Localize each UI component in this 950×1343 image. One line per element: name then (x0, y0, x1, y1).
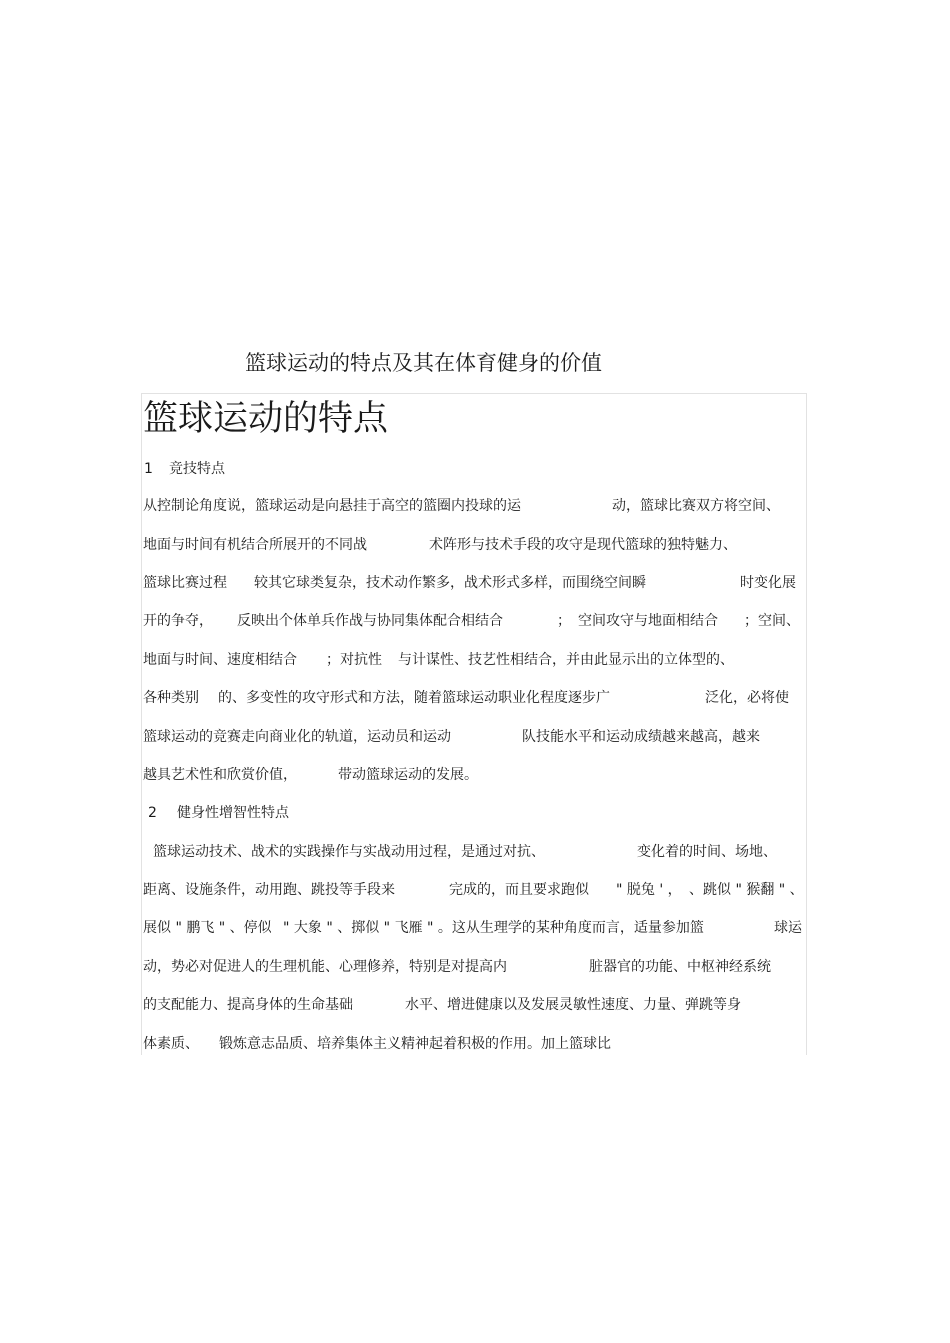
text-run: 开的争夺， (143, 613, 213, 629)
text-run: 脏器官的功能、中枢神经系统 (589, 959, 771, 975)
text-run: 术阵形与技术手段的攻守是现代篮球的独特魅力、 (429, 537, 737, 553)
text-run: 各种类别 (143, 690, 199, 706)
subsection-number: 2 (148, 805, 157, 821)
text-run: 时变化展 (740, 575, 796, 591)
text-run: 从控制论角度说，篮球运动是向悬挂于高空的篮圈内投球的运 (143, 498, 521, 514)
subsection-number: 1 (144, 461, 153, 477)
text-run: 与计谋性、技艺性相结合，并由此显示出的立体型的、 (398, 652, 734, 668)
text-run: 的支配能力、提高身体的生命基础 (143, 997, 353, 1013)
text-run: 队技能水平和运动成绩越来越高，越来 (522, 729, 760, 745)
text-run: 体素质、 (143, 1036, 199, 1052)
document-title: 篮球运动的特点及其在体育健身的价值 (245, 351, 602, 375)
text-run: ；对抗性 (326, 652, 382, 668)
text-run: " 大象 " 、掷似 " 飞雁 " 。这从生理学的某种角度而言，适量参加篮 (283, 920, 704, 936)
section-heading: 篮球运动的特点 (143, 399, 389, 439)
text-run: ；空间、 (744, 613, 800, 629)
text-run: 变化着的时间、场地、 (637, 844, 777, 860)
text-run: 越具艺术性和欣赏价值， (143, 767, 297, 783)
text-run: 地面与时间有机结合所展开的不同战 (143, 537, 367, 553)
text-run: 空间攻守与地面相结合 (578, 613, 718, 629)
text-run: 篮球运动的竞赛走向商业化的轨道，运动员和运动 (143, 729, 451, 745)
text-run: 展似 " 鹏飞 " 、停似 (143, 920, 272, 936)
text-run: 完成的，而且要求跑似 (449, 882, 589, 898)
text-run: 篮球比赛过程 (143, 575, 227, 591)
text-run: 、跳似 " 猴翻 " 、 (689, 882, 804, 898)
subsection-title: 竞技特点 (169, 461, 225, 477)
text-run: 带动篮球运动的发展。 (338, 767, 478, 783)
text-run: 反映出个体单兵作战与协同集体配合相结合 (237, 613, 503, 629)
text-run: 动，篮球比赛双方将空间、 (612, 498, 780, 514)
text-run: 球运 (774, 920, 802, 936)
content-frame (141, 393, 807, 1055)
text-run: 锻炼意志品质、培养集体主义精神起着积极的作用。加上篮球比 (219, 1036, 611, 1052)
text-run: 篮球运动技术、战术的实践操作与实战动用过程，是通过对抗、 (153, 844, 545, 860)
text-run: 动，势必对促进人的生理机能、心理修养，特别是对提高内 (143, 959, 507, 975)
text-run: " 脱兔 ' ， (616, 882, 682, 898)
text-run: ； (557, 613, 571, 629)
subsection-title: 健身性增智性特点 (177, 805, 289, 821)
text-run: 较其它球类复杂，技术动作繁多，战术形式多样，而围绕空间瞬 (254, 575, 646, 591)
text-run: 泛化，必将使 (705, 690, 789, 706)
text-run: 距离、设施条件，动用跑、跳投等手段来 (143, 882, 395, 898)
text-run: 地面与时间、速度相结合 (143, 652, 297, 668)
text-run: 的、多变性的攻守形式和方法，随着篮球运动职业化程度逐步广 (218, 690, 610, 706)
text-run: 水平、增进健康以及发展灵敏性速度、力量、弹跳等身 (405, 997, 741, 1013)
